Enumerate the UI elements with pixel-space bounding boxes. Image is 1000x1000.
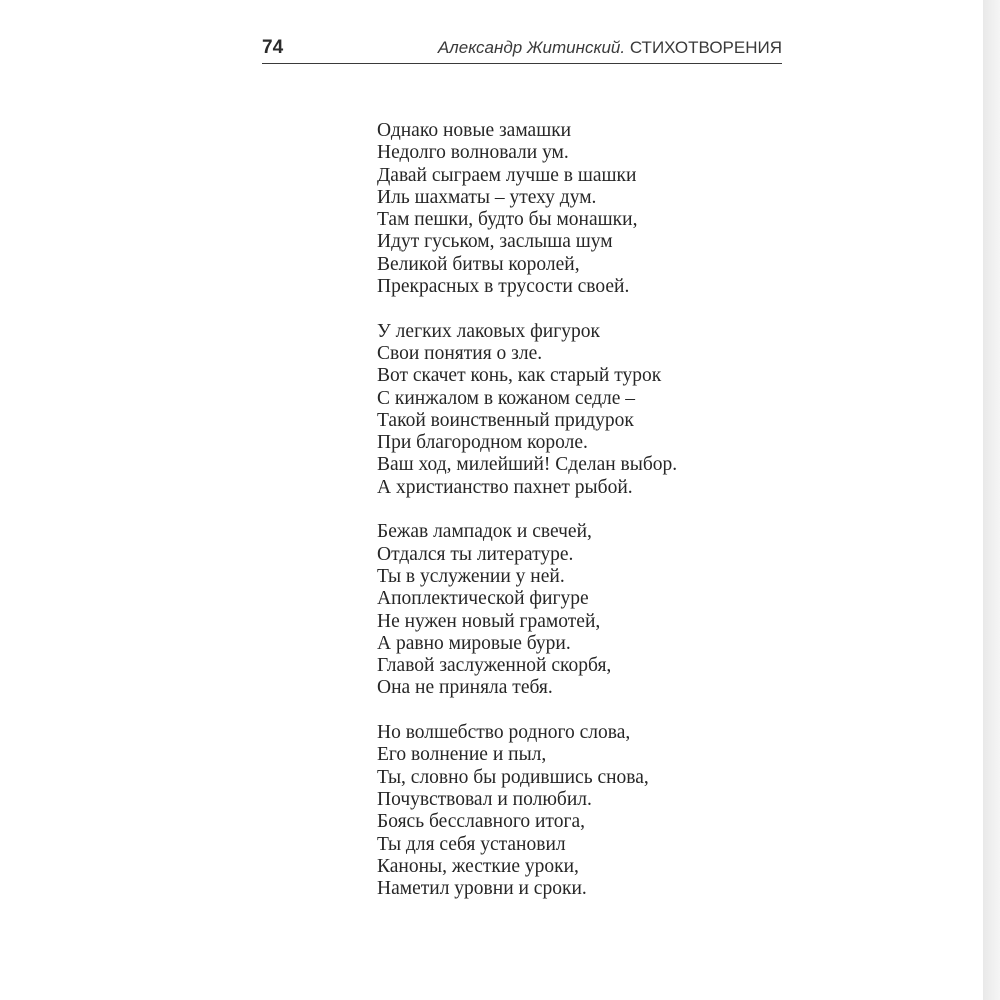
stanza-4 xyxy=(377,722,817,900)
poem-line: Она не приняла тебя. xyxy=(377,677,553,699)
header-rule xyxy=(262,63,782,64)
poem-line: Наметил уровни и сроки. xyxy=(377,878,587,900)
author-name: Александр Житинский. xyxy=(437,38,626,57)
running-head xyxy=(262,35,782,61)
poem-line: Ты в услужении у ней. xyxy=(377,565,565,587)
page-edge-shadow xyxy=(983,0,1000,1000)
poem-line: Его волнение и пыл, xyxy=(377,744,547,766)
poem-line: Ты, словно бы родившись снова, xyxy=(377,766,649,788)
stanza-2 xyxy=(377,321,817,499)
poem-line: Идут гуськом, заслыша шум xyxy=(377,231,613,253)
poem-line: Такой воинственный придурок xyxy=(377,409,634,431)
poem-line: При благородном короле. xyxy=(377,432,588,454)
running-title xyxy=(438,38,782,58)
poem xyxy=(377,120,817,923)
poem-line: Однако новые замашки xyxy=(377,120,572,141)
stanza-1 xyxy=(377,120,817,298)
poem-line: Вот скачет конь, как старый турок xyxy=(377,365,662,387)
poem-line: А равно мировые бури. xyxy=(377,632,571,654)
poem-line: Недолго волновали ум. xyxy=(377,142,569,164)
poem-line: Иль шахматы – утеху дум. xyxy=(377,186,597,208)
poem-line: Бежав лампадок и свечей, xyxy=(377,521,592,543)
poem-line: Апоплектической фигуре xyxy=(377,588,589,610)
stanza-3 xyxy=(377,521,817,699)
poem-line: Боясь бесславного итога, xyxy=(377,811,585,833)
poem-line: Отдался ты литературе. xyxy=(377,543,574,565)
poem-line: С кинжалом в кожаном седле – xyxy=(377,387,636,409)
poem-line: Но волшебство родного слова, xyxy=(377,722,631,744)
page-number: 74 xyxy=(262,37,284,58)
poem-line: Ты для себя установил xyxy=(377,833,566,855)
poem-line: Великой битвы королей, xyxy=(377,253,580,275)
poem-line: У легких лаковых фигурок xyxy=(377,320,600,342)
poem-line: Прекрасных в трусости своей. xyxy=(377,276,630,298)
poem-line: Каноны, жесткие уроки, xyxy=(377,855,579,877)
book-title: СТИХОТВОРЕНИЯ xyxy=(629,38,782,57)
poem-line: Почувствовал и полюбил. xyxy=(377,788,592,810)
poem-line: Не нужен новый грамотей, xyxy=(377,610,601,632)
poem-line: Там пешки, будто бы монашки, xyxy=(377,209,638,231)
poem-line: Ваш ход, милейший! Сделан выбор. xyxy=(377,454,678,476)
poem-line: Главой заслуженной скорбя, xyxy=(377,655,612,677)
poem-line: Свои понятия о зле. xyxy=(377,342,543,364)
poem-line: А христианство пахнет рыбой. xyxy=(377,476,633,498)
poem-line: Давай сыграем лучше в шашки xyxy=(377,164,637,186)
